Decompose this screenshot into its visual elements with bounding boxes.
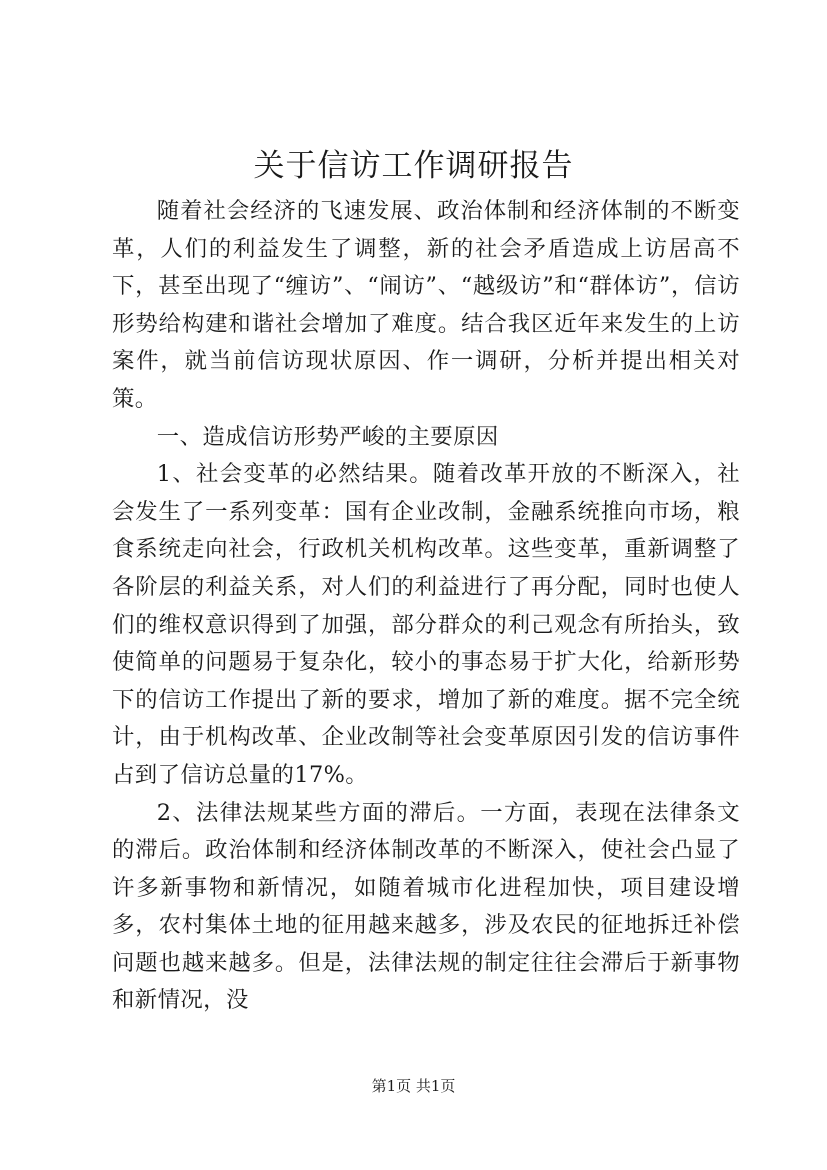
paragraph-social-change: 1、社会变革的必然结果。随着改革开放的不断深入，社会发生了一系列变革：国有企业改制，金融系统推向市场，粮食系统走向社会，行政机关机构改革。这些变革，重新调整了各阶层的利益关系，对人们的利益进行了再分配，同时也使人们的维权意识得到了加强，部分群众的利己观念有所抬头，致使简单的问题易于复杂化，较小的事态易于扩大化，给新形势下的信访工作提出了新的要求，增加了新的难度。据不完全统计，由于机构改革、企业改制等社会变革原因引发的信访事件占到了信访总量的17%。: [112, 461, 740, 788]
paragraph-intro: 随着社会经济的飞速发展、政治体制和经济体制的不断变革，人们的利益发生了调整，新的社会矛盾造成上访居高不下，甚至出现了“缠访”、“闹访”、“越级访”和“群体访”，信访形势给构建和谐社会增加了难度。结合我区近年来发生的上访案件，就当前信访现状原因、作一调研，分析并提出相关对策。: [112, 198, 740, 412]
document-body: [112, 193, 740, 1020]
paragraph-legal-lag: 2、法律法规某些方面的滞后。一方面，表现在法律条文的滞后。政治体制和经济体制改革的不断深入，使社会凸显了许多新事物和新情况，如随着城市化进程加快，项目建设增多，农村集体土地的征用越来越多，涉及农民的征地拆迁补偿问题也越来越多。但是，法律法规的制定往往会滞后于新事物和新情况，没: [112, 799, 740, 1014]
document-title: 关于信访工作调研报告: [253, 148, 574, 184]
page-footer: 第1页 共1页: [371, 1077, 456, 1095]
section-heading-causes: 一、造成信访形势严峻的主要原因: [156, 423, 499, 450]
